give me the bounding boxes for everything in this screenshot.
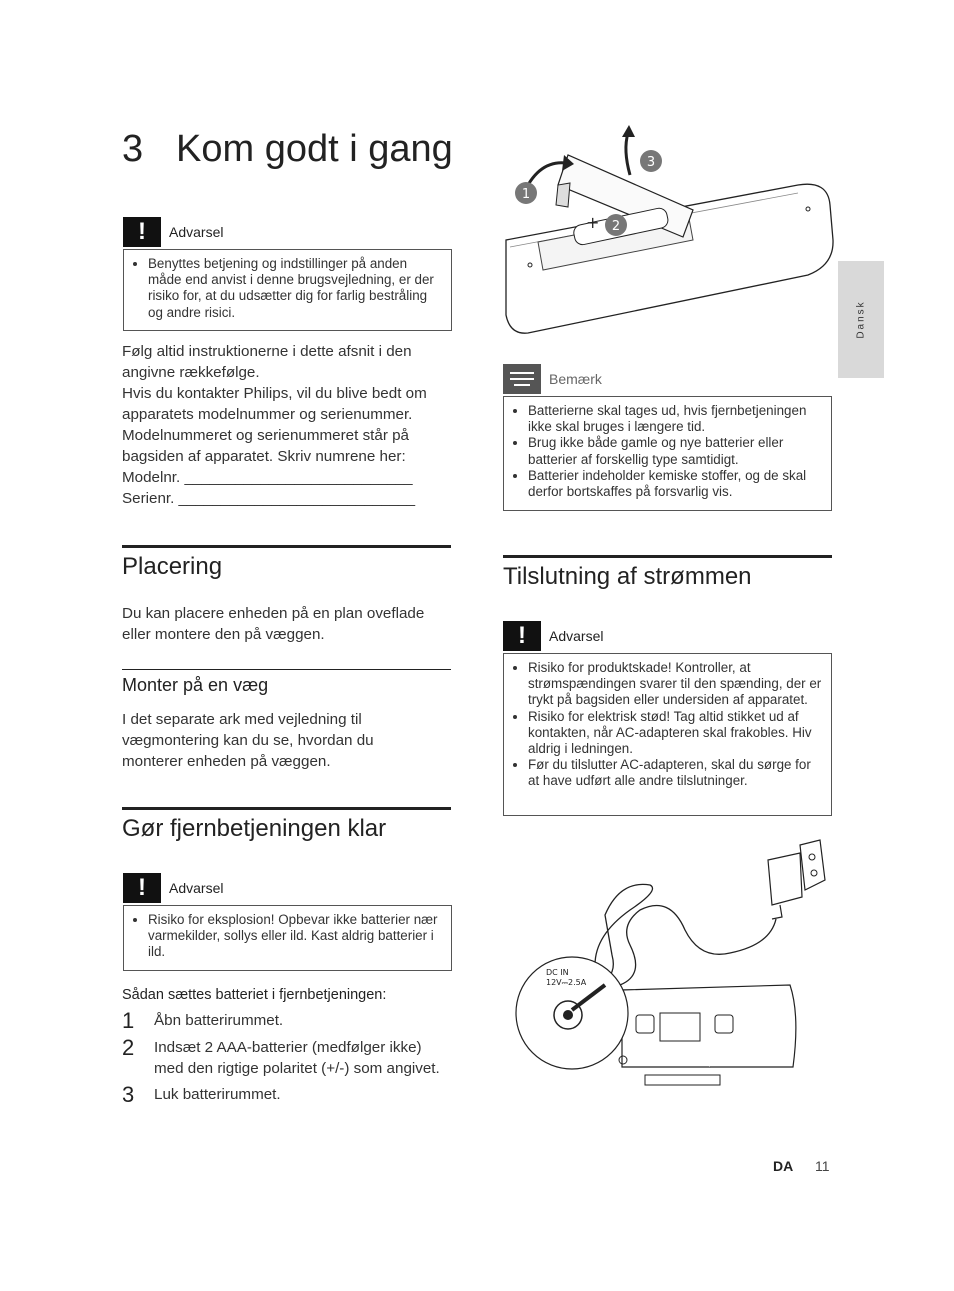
note-block xyxy=(503,364,832,511)
warning-item: • Benyttes betjening og indstillinger på anden måde end anvist i denne brugsvejledning, er der risiko for, at du udsætter dig for farlig bestråling og andre risici. xyxy=(148,256,443,321)
intro-line: angivne rækkefølge. xyxy=(122,364,260,381)
text-line: eller montere den på væggen. xyxy=(122,626,325,643)
step-number: 2 xyxy=(122,1035,135,1060)
intro-line: bagsiden af apparatet. Skriv numrene her: xyxy=(122,448,406,465)
language-side-tab xyxy=(838,261,884,378)
intro-line: Hvis du kontakter Philips, vil du blive bedt om xyxy=(122,385,427,402)
step-item xyxy=(122,1084,447,1106)
step-text: Åbn batterirummet. xyxy=(154,1012,284,1029)
intro-line: Følg altid instruktionerne i dette afsnit i den xyxy=(122,343,412,360)
subsection-rule xyxy=(122,669,451,670)
warning-item: • Risiko for produktskade! Kontroller, at strømspændingen svarer til den spænding, der er trykt på bagsiden eller undersiden af apparatet. xyxy=(528,660,823,709)
exclamation-icon: ! xyxy=(123,217,161,247)
svg-text:+: + xyxy=(586,213,600,232)
placering-text xyxy=(122,603,457,645)
warning-box xyxy=(123,249,452,331)
note-item: • Batterier indeholder kemiske stoffer, og de skal derfor bortskaffes på forsvarlig vis. xyxy=(528,468,823,500)
warning-label: Advarsel xyxy=(549,628,604,644)
intro-line: Modelnummeret og serienummeret står på xyxy=(122,427,409,444)
warning-block xyxy=(123,217,452,331)
power-connection-illustration xyxy=(510,835,830,1100)
note-icon xyxy=(503,364,541,394)
step-number: 3 xyxy=(122,1082,135,1107)
intro-line: apparatets modelnummer og serienummer. xyxy=(122,406,413,423)
steps-list xyxy=(122,1010,447,1106)
section-rule xyxy=(503,555,832,558)
section-title-remote: Gør fjernbetjeningen klar xyxy=(122,815,387,842)
section-rule xyxy=(122,807,451,810)
text-line: monterer enheden på væggen. xyxy=(122,753,331,770)
remote-battery-illustration xyxy=(498,125,838,340)
chapter-number: 3 xyxy=(122,128,144,170)
warning-box xyxy=(123,905,452,971)
exclamation-icon: ! xyxy=(503,621,541,651)
footer-language: DA xyxy=(773,1158,794,1174)
subsection-title-monter: Monter på en væg xyxy=(122,675,269,695)
warning-item: • Risiko for elektrisk stød! Tag altid stikket ud af kontakten, når AC-adapteren skal frakobles. Hiv aldrig i ledningen. xyxy=(528,709,823,758)
note-item: • Batterierne skal tages ud, hvis fjernbetjeningen ikke skal bruges i længere tid. xyxy=(528,403,823,435)
page-number: 11 xyxy=(815,1158,830,1174)
text-line: Du kan placere enheden på en plan oveflade xyxy=(122,605,425,622)
step-text: Luk batterirummet. xyxy=(154,1086,281,1103)
intro-text xyxy=(122,341,457,509)
warning-box xyxy=(503,653,832,816)
warning-item: • Risiko for eksplosion! Opbevar ikke batterier nær varmekilder, sollys eller ild. Kast aldrig batterier i ild. xyxy=(148,912,443,961)
steps-heading: Sådan sættes batteriet i fjernbetjeningen: xyxy=(122,987,387,1003)
step-number: 1 xyxy=(122,1008,135,1033)
section-title-placering: Placering xyxy=(122,553,223,580)
note-item: • Brug ikke både gamle og nye batterier eller batterier af forskellig type samtidigt. xyxy=(528,435,823,467)
warning-label: Advarsel xyxy=(169,224,224,240)
section-rule xyxy=(122,545,451,548)
note-label: Bemærk xyxy=(549,371,602,387)
warning-item: • Før du tilslutter AC-adapteren, skal du sørge for at have udført alle andre tilslutninger. xyxy=(528,757,823,789)
warning-block xyxy=(123,873,452,971)
warning-label: Advarsel xyxy=(169,880,224,896)
power-rating-label: 12V⎓2.5A xyxy=(546,978,587,987)
warning-block xyxy=(503,621,832,816)
chapter-title: Kom godt i gang xyxy=(176,128,453,170)
text-line: vægmontering kan du se, hvordan du xyxy=(122,732,374,749)
serial-number-field: Serienr. ____________________________ xyxy=(122,490,416,507)
text-line: I det separate ark med vejledning til xyxy=(122,711,362,728)
step-marker-label: 2 xyxy=(611,219,621,234)
step-marker-label: 1 xyxy=(521,187,531,202)
step-marker-label: 3 xyxy=(646,155,656,170)
monter-text xyxy=(122,709,457,772)
exclamation-icon: ! xyxy=(123,873,161,903)
step-item xyxy=(122,1010,447,1032)
language-tab-label: Dansk xyxy=(855,300,867,339)
step-item xyxy=(122,1037,447,1079)
note-box xyxy=(503,396,832,511)
dc-in-label: DC IN xyxy=(546,968,569,977)
step-text: Indsæt 2 AAA-batterier (medfølger ikke) med den rigtige polaritet (+/-) som angivet. xyxy=(154,1039,440,1077)
section-title-power: Tilslutning af strømmen xyxy=(503,563,752,590)
model-number-field: Modelnr. ___________________________ xyxy=(122,469,413,486)
